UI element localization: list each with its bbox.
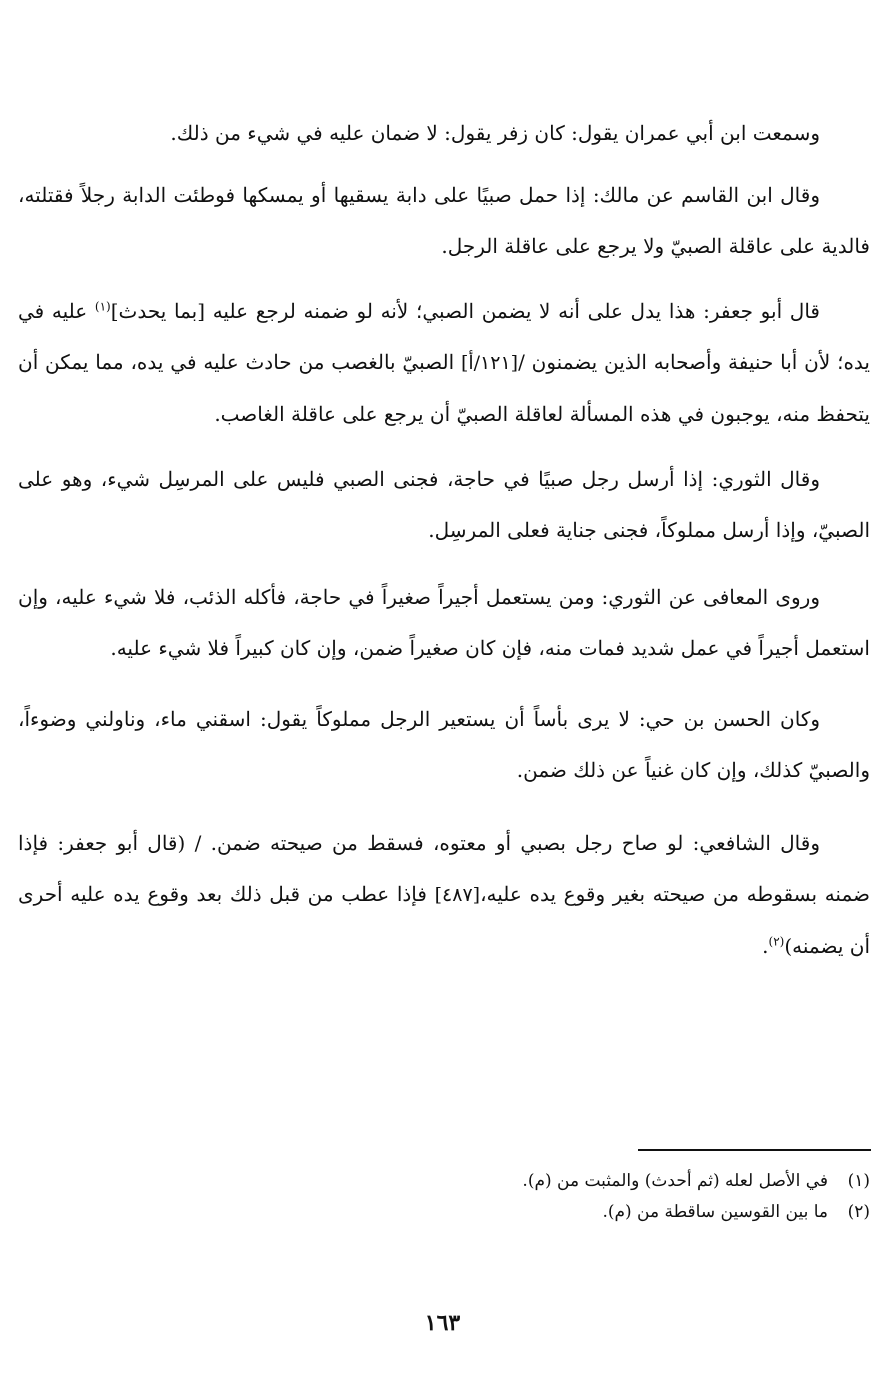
paragraph-text: قال أبو جعفر: هذا يدل على أنه لا يضمن الصبي؛ لأنه لو ضمنه لرجع عليه [بما يحدث] (110, 299, 820, 323)
paragraph: وسمعت ابن أبي عمران يقول: كان زفر يقول: لا ضمان عليه في شيء من ذلك. (170, 121, 820, 145)
footnotes (300, 1166, 870, 1228)
paragraph-text: فإذا عطب من قبل ذلك بعد وقوع يده عليه أحرى أن يضمنه) (18, 882, 870, 958)
footnote-reference: (٢) (768, 934, 785, 949)
footnote (300, 1197, 870, 1228)
paragraph: وقال ابن القاسم عن مالك: إذا حمل صبيًا على دابة يسقيها أو يمسكها فوطئت الدابة رجلاً فقتلته، فالدية على عاقلة الصبيّ ولا يرجع على عاقلة الرجل. (18, 183, 870, 258)
manuscript-folio-reference: [١٢١/أ] (460, 352, 519, 374)
footnote-number: (٢) (847, 1202, 870, 1222)
paragraph-text: وقال الشافعي: لو صاح رجل بصبي أو معتوه، فسقط من صيحته ضمن. / (قال أبو جعفر: فإذا ضمنه بسقوطه من صيحته بغير وقوع يده عليه، (18, 831, 870, 906)
page-number: ١٦٣ (424, 1310, 461, 1336)
footnote-text: ما بين القوسين ساقطة من (م). (602, 1202, 828, 1222)
paragraph-text: عليه في يده؛ لأن أبا حنيفة وأصحابه الذين يضمنون / (18, 299, 870, 374)
paragraph-text: . (762, 934, 769, 958)
footnote-reference: (١) (94, 299, 111, 314)
paragraph: وكان الحسن بن حي: لا يرى بأساً أن يستعير الرجل مملوكاً يقول: اسقني ماء، وناولني وضوءاً، والصبيّ كذلك، وإن كان غنياً عن ذلك ضمن. (18, 707, 870, 782)
paragraph (18, 818, 870, 972)
paragraph-text: الصبيّ بالغصب من حادث عليه في يده، مما يمكن أن يتحفظ منه، يوجبون في هذه المسألة لعاقلة الصبيّ أن يرجع على عاقلة الغاصب. (18, 350, 870, 426)
manuscript-folio-reference: [٤٨٧] (434, 884, 481, 906)
paragraph (18, 286, 870, 440)
footnote-text: في الأصل لعله (ثم أحدث) والمثبت من (م). (522, 1171, 828, 1191)
paragraph: وروى المعافى عن الثوري: ومن يستعمل أجيراً صغيراً في حاجة، فأكله الذئب، فلا شيء عليه، وإن استعمل أجيراً في عمل شديد فمات منه، فإن كان صغيراً ضمن، وإن كان كبيراً فلا شيء عليه. (18, 585, 870, 660)
footnote-number: (١) (847, 1171, 870, 1191)
footnote-divider (638, 1149, 871, 1151)
main-text (18, 108, 870, 986)
paragraph: وقال الثوري: إذا أرسل رجل صبيًا في حاجة، فجنى الصبي فليس على المرسِل شيء، وهو على الصبيّ، وإذا أرسل مملوكاً، فجنى جناية فعلى المرسِل. (18, 467, 870, 542)
footnote (300, 1166, 870, 1197)
